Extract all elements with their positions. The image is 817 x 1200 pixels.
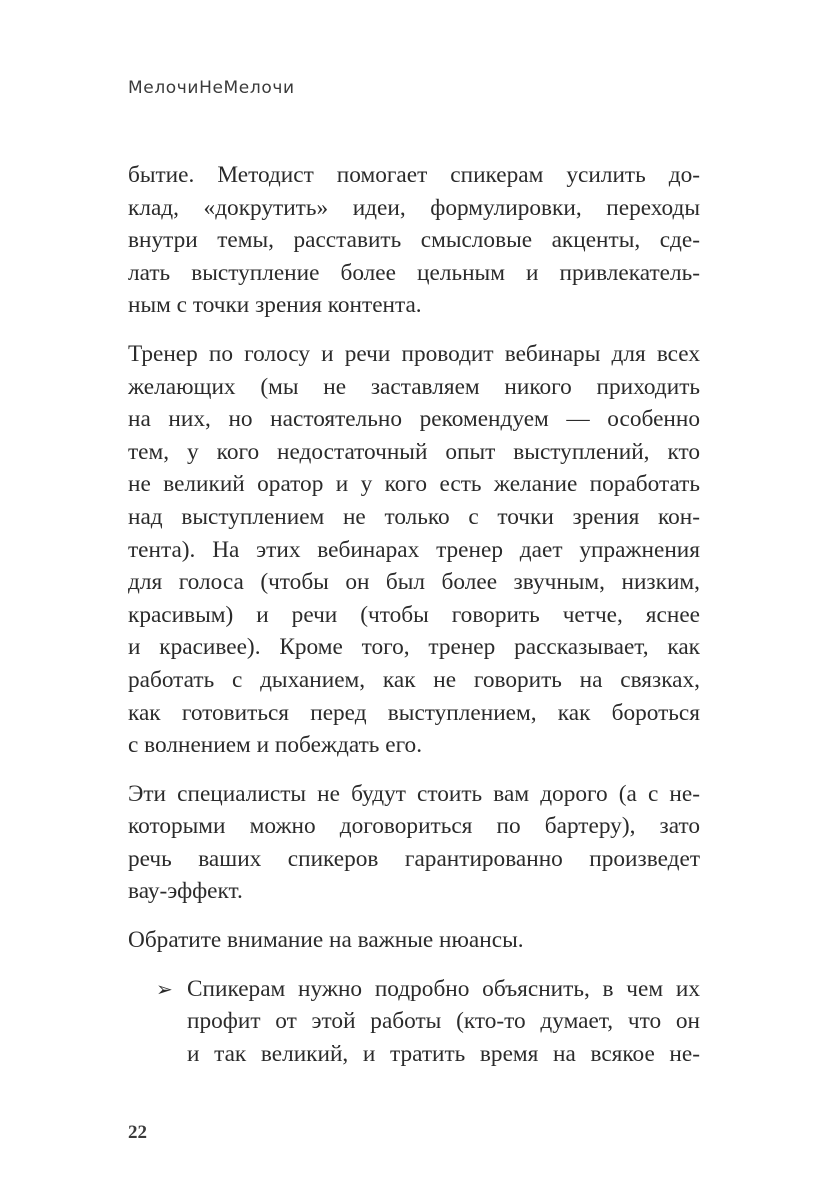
text-line: ным с точки зрения контента. [128,292,422,319]
bullet-item [128,973,700,1071]
text-line: тента). На этих вебинарах тренер дает упражнения [128,536,700,563]
paragraph [128,778,700,908]
text-line: для голоса (чтобы он был более звучным, низким, [128,569,700,596]
paragraph [128,924,700,957]
text-line: вау-эффект. [128,878,243,905]
text-line: речь ваших спикеров гарантированно произведет [128,845,700,872]
text-line: лать выступление более цельным и привлекатель- [128,259,700,286]
body-text [128,159,700,1086]
text-line: Эти специалисты не будут стоить вам дорого (а с не- [128,780,700,807]
text-line: которыми можно договориться по бартеру), зато [128,813,700,840]
text-line: с волнением и побеждать его. [128,732,423,759]
page-number: 22 [128,1122,147,1143]
text-line: профит от этой работы (кто-то думает, что он [187,1008,700,1035]
text-line: как готовиться перед выступлением, как бороться [128,699,700,726]
paragraph [128,159,700,322]
text-line: красивым) и речи (чтобы говорить четче, яснее [128,601,700,628]
running-head: МелочиНеМелочи [128,78,295,98]
text-line: и красивее). Кроме того, тренер рассказывает, как [128,634,700,661]
text-line: и так великий, и тратить время на всякое не- [187,1040,700,1067]
text-line: Обратите внимание на важные нюансы. [128,927,524,954]
text-line: Спикерам нужно подробно объяснить, в чем их [187,975,700,1002]
text-line: не великий оратор и у кого есть желание поработать [128,471,700,498]
text-line: Тренер по голосу и речи проводит вебинары для всех [128,340,700,367]
text-line: желающих (мы не заставляем никого приходить [128,373,700,400]
paragraph [128,338,700,762]
text-line: клад, «докрутить» идеи, формулировки, переходы [128,194,700,221]
text-line: на них, но настоятельно рекомендуем — особенно [128,406,700,433]
text-line: тем, у кого недостаточный опыт выступлений, кто [128,438,700,465]
arrow-bullet-icon: ➢ [156,976,173,1001]
text-line: внутри темы, расставить смысловые акценты, сде- [128,227,700,254]
text-line: бытие. Методист помогает спикерам усилить до- [128,162,700,188]
text-line: работать с дыханием, как не говорить на связках, [128,666,700,693]
text-line: над выступлением не только с точки зрения кон- [128,503,700,530]
